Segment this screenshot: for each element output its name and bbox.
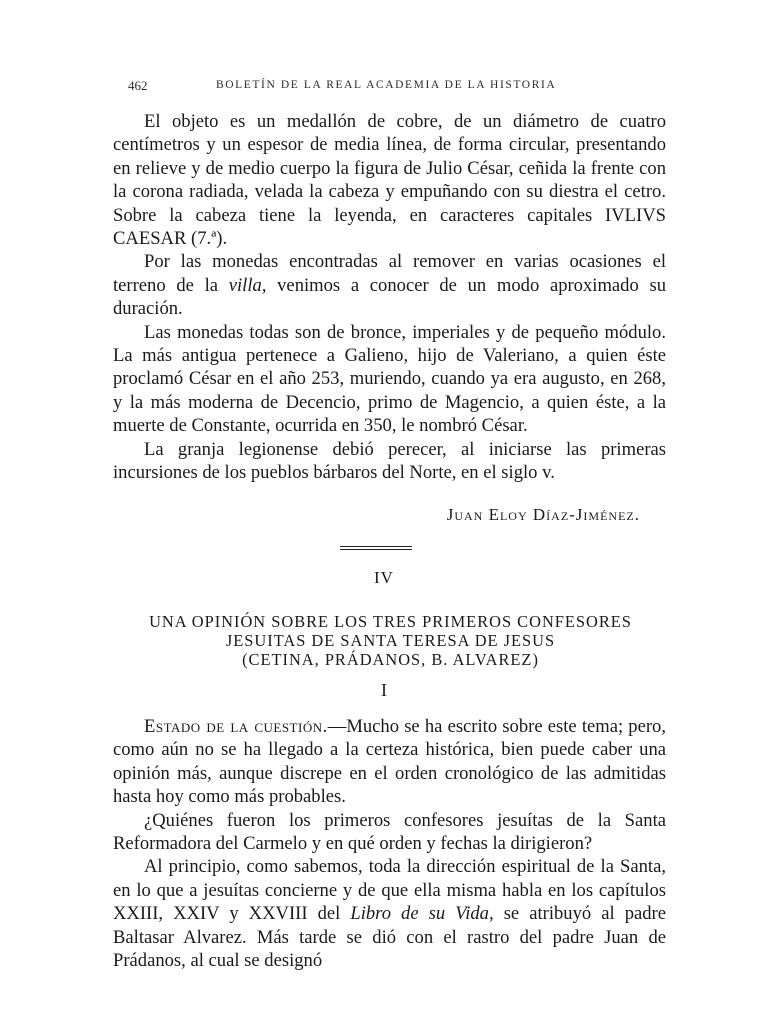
title-line: UNA OPINIÓN SOBRE LOS TRES PRIMEROS CONFESORES [149, 612, 632, 631]
paragraph: El objeto es un medallón de cobre, de un diámetro de cuatro centímetros y un espesor de media línea, de forma circular, presentando en relieve y de medio cuerpo la figura de Julio César, ceñida la frente con la corona radiada, velada la cabeza y empuñando con su diestra el cetro. Sobre la cabeza tiene la leyenda, en caracteres capitales IVLIVS CAESAR (7.ª). [113, 111, 666, 250]
paragraph: Estado de la cuestión.—Mucho se ha escrito sobre este tema; pero, como aún no se ha llegado a la certeza histórica, bien puede caber una opinión más, aunque discrepe en el orden cronológico de las admitidas hasta hoy como más probables. [113, 716, 666, 808]
section-lead: Estado de la cuestión. [144, 716, 328, 737]
book-title: Libro de su Vida, [350, 903, 494, 925]
page-number: 462 [128, 78, 148, 93]
running-title: BOLETÍN DE LA REAL ACADEMIA DE LA HISTORIA [216, 79, 557, 91]
title-line: JESUITAS DE SANTA TERESA DE JESUS [225, 631, 556, 650]
section-number: IV [374, 568, 394, 587]
section-divider [340, 546, 412, 550]
subsection-number: I [381, 680, 387, 700]
italic-term: villa, [228, 274, 267, 296]
article-title [113, 612, 668, 669]
paragraph: La granja legionense debió perecer, al iniciarse las primeras incursiones de los pueblos bárbaros del Norte, en el siglo v. [113, 438, 666, 484]
author-signature: Juan Eloy Díaz-Jiménez. [446, 505, 640, 524]
article2-body [113, 715, 666, 972]
paragraph: Las monedas todas son de bronce, imperiales y de pequeño módulo. La más antigua pertenece a Galieno, hijo de Valeriano, a quien éste proclamó César en el año 253, muriendo, cuando ya era augusto, en 268, y la más moderna de Decencio, primo de Magencio, a quien éste, a la muerte de Constante, ocurrida en 350, le nombró César. [113, 321, 666, 437]
paragraph: Al principio, como sabemos, toda la dirección espiritual de la Santa, en lo que a jesuítas concierne y de que ella misma habla en los capítulos XXIII, XXIV y XXVIII del Libro de su Vida, se atribuyó al padre Baltasar Alvarez. Más tarde se dió con el rastro del padre Juan de Prádanos, al cual se designó [113, 856, 667, 972]
paragraph: ¿Quiénes fueron los primeros confesores jesuítas de la Santa Reformadora del Carmelo y en qué orden y fechas la dirigieron? [113, 809, 666, 855]
article1-body [113, 110, 666, 485]
title-line: (CETINA, PRÁDANOS, B. ALVAREZ) [242, 650, 539, 669]
paragraph: Por las monedas encontradas al remover en varias ocasiones el terreno de la villa, venimos a conocer de un modo aproximado su duración. [113, 251, 666, 320]
